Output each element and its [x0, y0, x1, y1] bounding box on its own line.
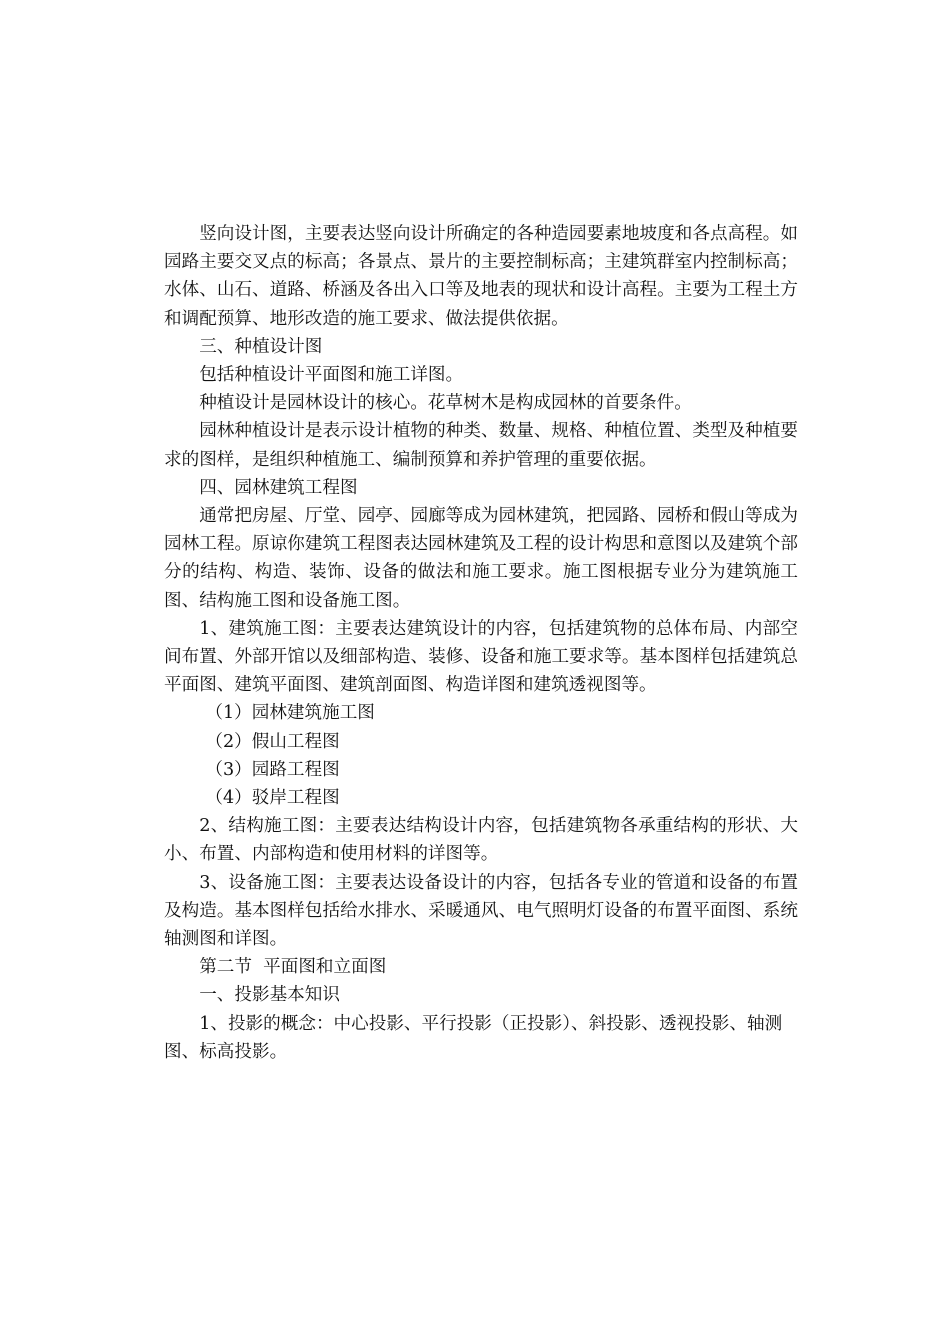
list-item-2: （2）假山工程图 [205, 731, 340, 752]
list-item-4: （4）驳岸工程图 [205, 788, 340, 809]
paragraph-architecture-intro: 通常把房屋、厅堂、园亭、园廊等成为园林建筑，把园路、园桥和假山等成为园林工程。原谅你建筑工程图表达园林建筑及工程的设计构思和意图以及建筑个部分的结构、构造、装饰、设备的做法和施工要求。施工图根据专业分为建筑施工图、结构施工图和设备施工图。 [164, 506, 798, 611]
paragraph-construction-drawings: 1、建筑施工图：主要表达建筑设计的内容，包括建筑物的总体布局、内部空间布置、外部开馆以及细部构造、装修、设备和施工要求等。基本图样包括建筑总平面图、建筑平面图、建筑剖面图、构造详图和建筑透视图等。 [164, 618, 798, 696]
list-item-3: （3）园路工程图 [205, 759, 340, 780]
paragraph-vertical-design: 竖向设计图，主要表达竖向设计所确定的各种造园要素地坡度和各点高程。如园路主要交叉点的标高；各景点、景片的主要控制标高；主建筑群室内控制标高；水体、山石、道路、桥涵及各出入口等及地表的现状和设计高程。主要为工程土方和调配预算、地形改造的施工要求、做法提供依据。 [164, 224, 798, 329]
heading-section-two: 第二节 平面图和立面图 [199, 957, 387, 978]
heading-garden-architecture: 四、园林建筑工程图 [199, 477, 358, 498]
paragraph-planting-core: 种植设计是园林设计的核心。花草树木是构成园林的首要条件。 [199, 393, 692, 414]
heading-projection-basics: 一、投影基本知识 [199, 985, 340, 1006]
paragraph-equipment-drawings: 3、设备施工图：主要表达设备设计的内容，包括各专业的管道和设备的布置及构造。基本图样包括给水排水、采暖通风、电气照明灯设备的布置平面图、系统轴测图和详图。 [164, 872, 798, 950]
paragraph-structural-drawings: 2、结构施工图：主要表达结构设计内容，包括建筑物各承重结构的形状、大小、布置、内部构造和使用材料的详图等。 [164, 816, 798, 865]
paragraph-planting-definition: 园林种植设计是表示设计植物的种类、数量、规格、种植位置、类型及种植要求的图样，是组织种植施工、编制预算和养护管理的重要依据。 [164, 421, 798, 470]
heading-planting-design: 三、种植设计图 [199, 336, 323, 357]
paragraph-planting-includes: 包括种植设计平面图和施工详图。 [199, 365, 464, 386]
document-body [164, 220, 798, 1066]
paragraph-projection-concept: 1、投影的概念：中心投影、平行投影（正投影）、斜投影、透视投影、轴测图、标高投影。 [164, 1013, 783, 1062]
list-item-1: （1）园林建筑施工图 [205, 703, 375, 724]
